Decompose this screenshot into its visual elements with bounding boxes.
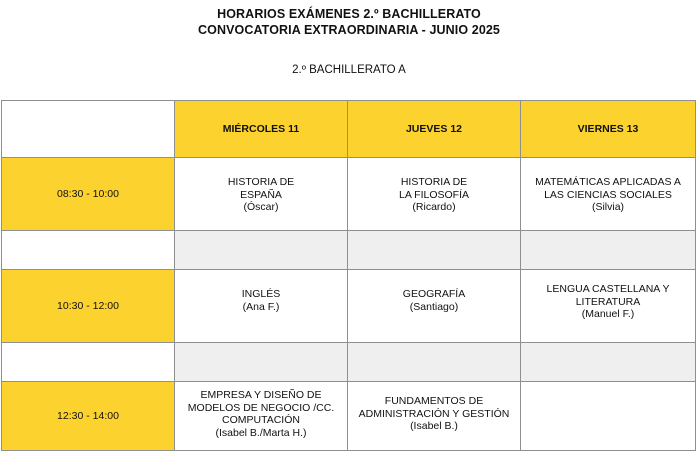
subject-line: MODELOS DE NEGOCIO /CC. — [187, 401, 335, 414]
subject-line: ADMINISTRACIÓN Y GESTIÓN — [358, 407, 510, 420]
subject-line: ESPAÑA — [240, 188, 282, 201]
teacher-name: (Ricardo) — [412, 201, 456, 213]
subject-line: COMPUTACIÓN — [222, 414, 300, 426]
day-header: JUEVES 12 — [348, 101, 521, 158]
time-slot-row — [2, 382, 696, 451]
teacher-name: (Silvia) — [591, 201, 625, 213]
exam-cell-empty — [521, 382, 696, 451]
time-slot-label: 10:30 - 12:00 — [2, 270, 175, 343]
teacher-name: (Manuel F.) — [581, 308, 635, 320]
document-title: HORARIOS EXÁMENES 2.º BACHILLERATO — [217, 7, 481, 21]
exam-cell — [348, 382, 521, 451]
exam-cell — [175, 158, 348, 231]
exam-cell — [348, 270, 521, 343]
document-subtitle: CONVOCATORIA EXTRAORDINARIA - JUNIO 2025 — [198, 23, 500, 37]
break-label-cell — [2, 343, 175, 382]
break-cell — [521, 343, 696, 382]
subject-line: HISTORIA DE — [400, 176, 468, 188]
time-slot-label: 08:30 - 10:00 — [2, 158, 175, 231]
break-row — [2, 231, 696, 270]
subject-line: LITERATURA — [575, 295, 641, 308]
time-slot-label: 12:30 - 14:00 — [2, 382, 175, 451]
teacher-name: (Isabel B./Marta H.) — [215, 426, 307, 439]
day-header: MIÉRCOLES 11 — [175, 101, 348, 158]
day-header: VIERNES 13 — [521, 101, 696, 158]
time-slot-row — [2, 270, 696, 343]
break-cell — [175, 343, 348, 382]
subject-line: EMPRESA Y DISEÑO DE — [200, 389, 322, 401]
break-cell — [348, 231, 521, 270]
time-slot-row — [2, 158, 696, 231]
subject-line: LAS CIENCIAS SOCIALES — [544, 188, 672, 201]
exam-cell — [348, 158, 521, 231]
break-row — [2, 343, 696, 382]
exam-cell — [521, 270, 696, 343]
day-header-row — [2, 101, 696, 158]
group-label: 2.º BACHILLERATO A — [292, 64, 406, 76]
subject-line: FUNDAMENTOS DE — [384, 395, 484, 407]
exam-cell — [175, 270, 348, 343]
teacher-name: (Santiago) — [409, 300, 459, 313]
corner-cell — [2, 101, 175, 158]
exam-schedule-table — [1, 100, 696, 451]
subject-line: LA FILOSOFÍA — [398, 188, 470, 201]
teacher-name: (Ana F.) — [242, 300, 280, 313]
subject-line: LENGUA CASTELLANA Y — [546, 283, 670, 295]
break-cell — [348, 343, 521, 382]
subject-line: HISTORIA DE — [227, 176, 295, 188]
break-cell — [175, 231, 348, 270]
break-cell — [521, 231, 696, 270]
subject-line: INGLÉS — [241, 288, 281, 300]
exam-cell — [175, 382, 348, 451]
exam-cell — [521, 158, 696, 231]
teacher-name: (Isabel B.) — [410, 420, 458, 432]
subject-line: GEOGRAFÍA — [402, 288, 466, 300]
teacher-name: (Óscar) — [243, 201, 279, 213]
break-label-cell — [2, 231, 175, 270]
subject-line: MATEMÁTICAS APLICADAS A — [535, 176, 681, 188]
